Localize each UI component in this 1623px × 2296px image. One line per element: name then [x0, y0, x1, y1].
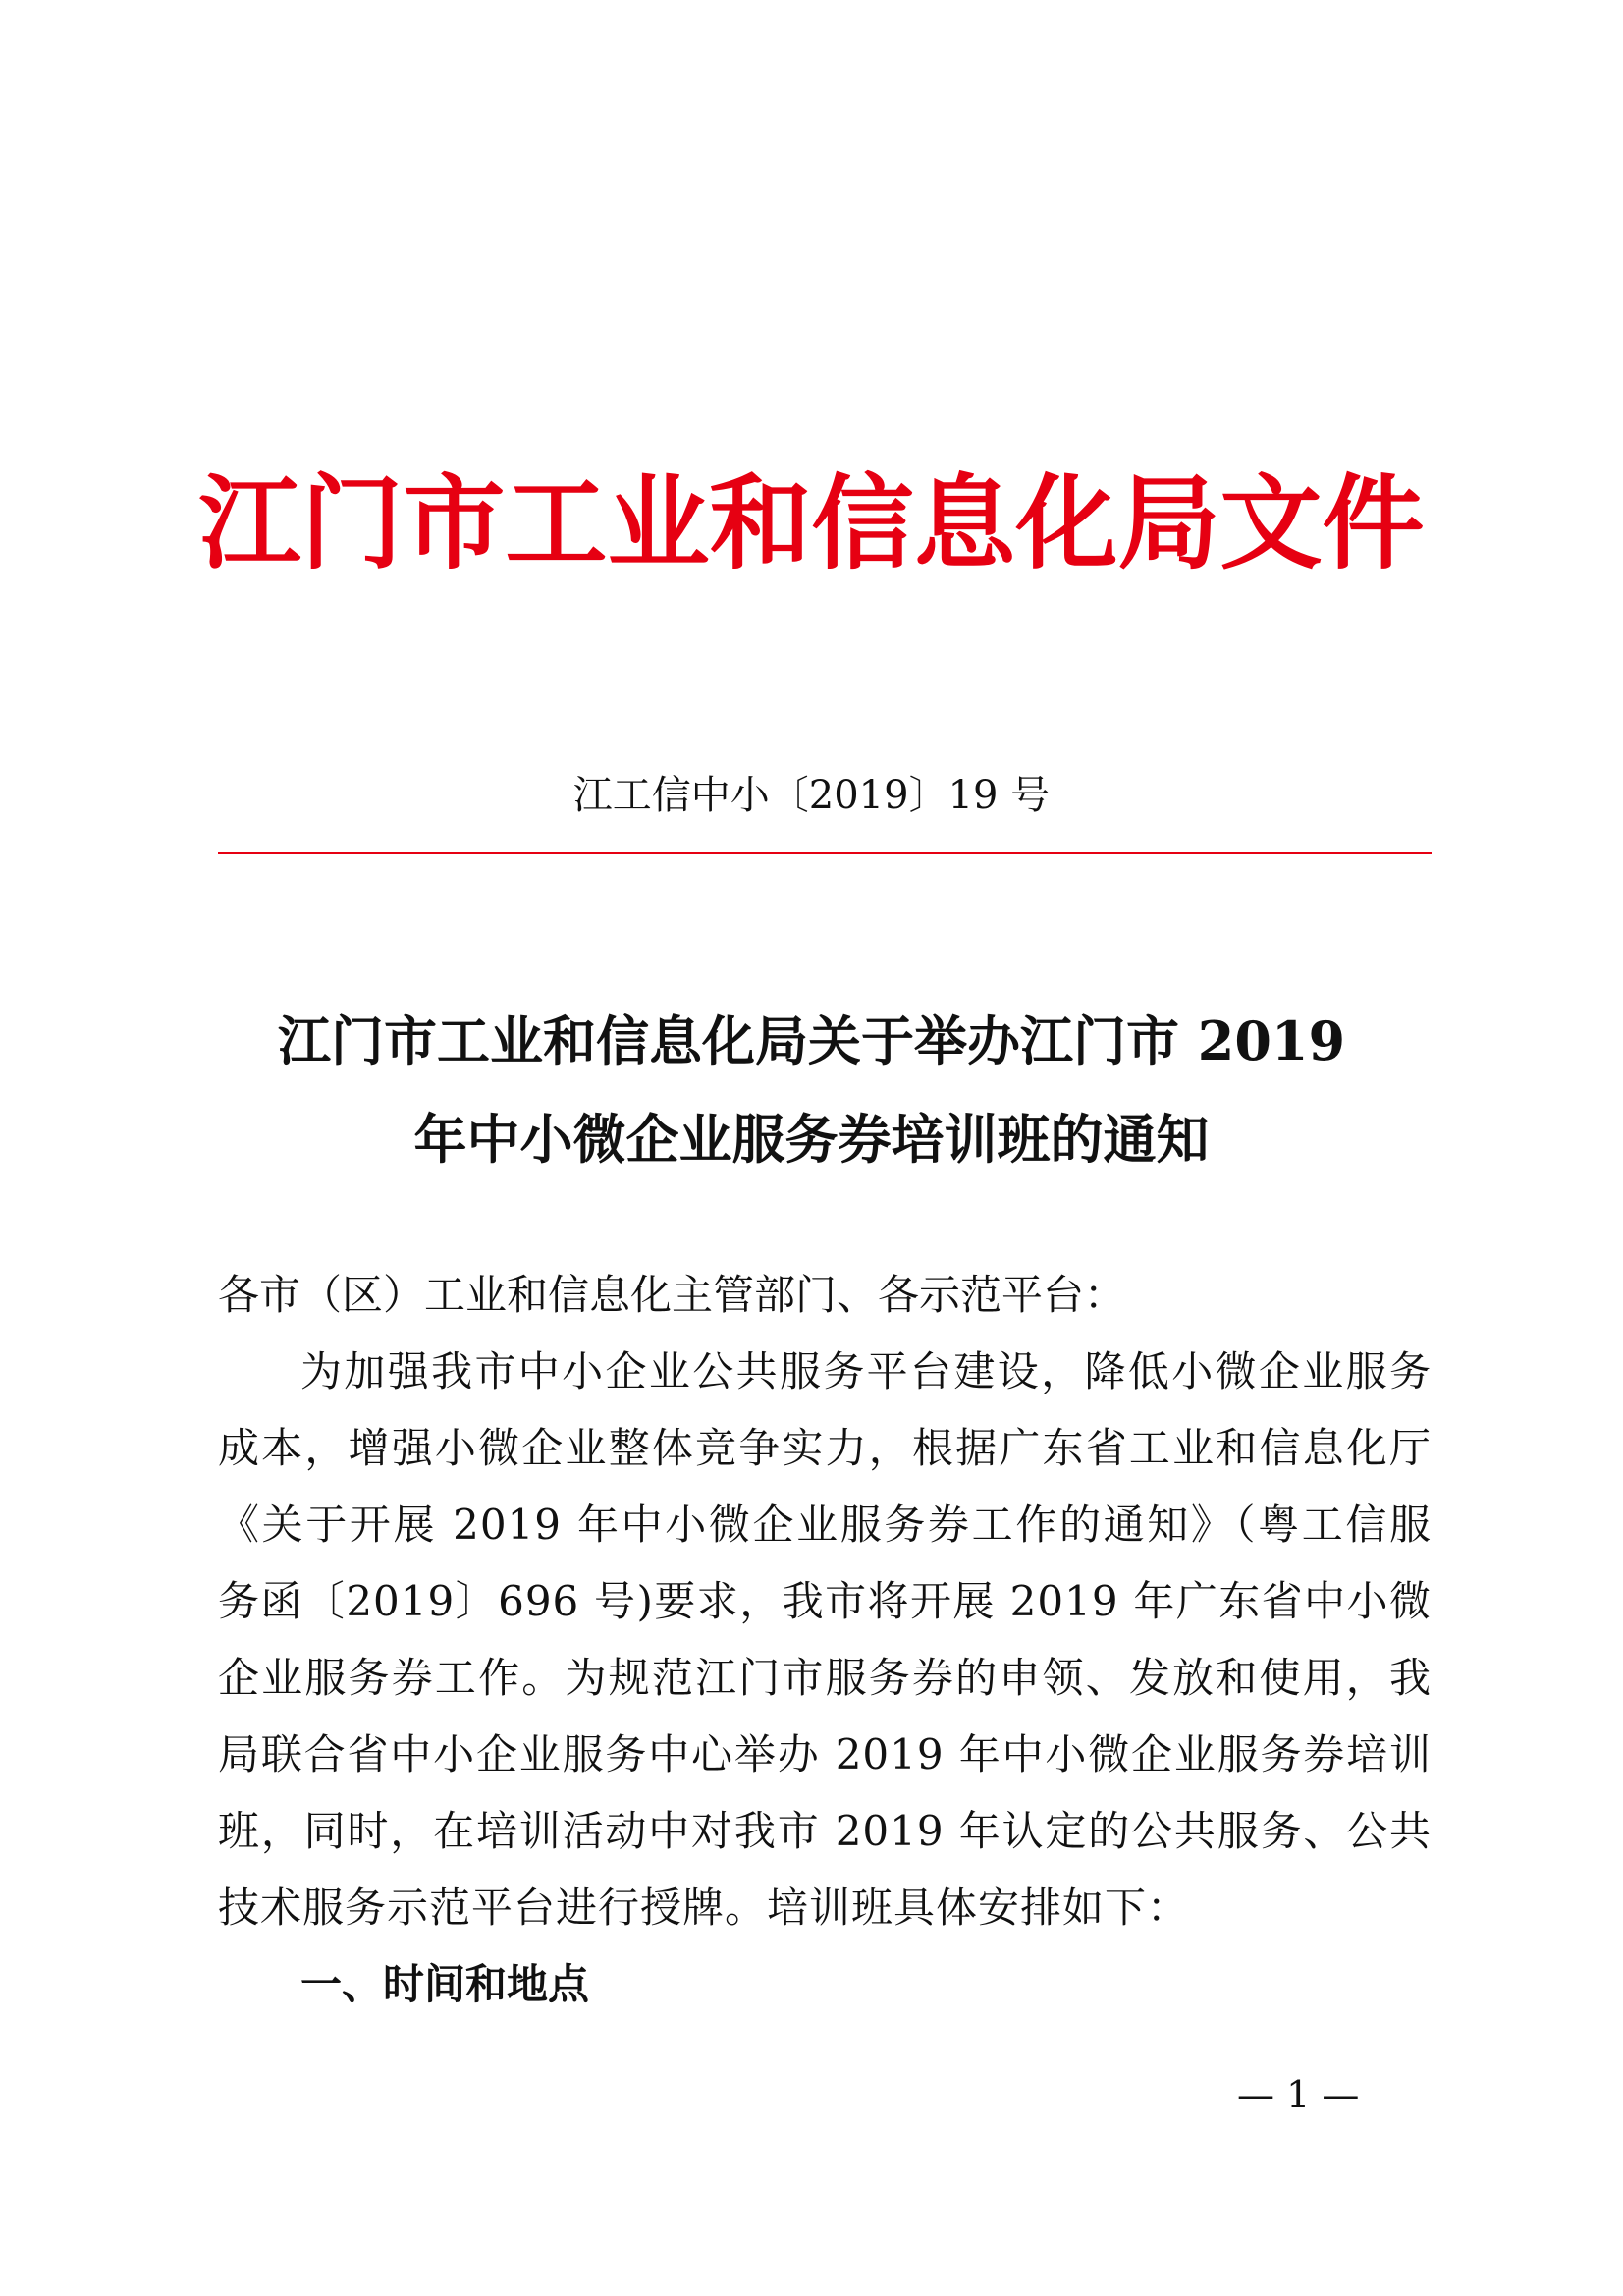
notice-title-line-2: 年中小微企业服务券培训班的通知	[413, 1108, 1210, 1171]
body-text	[218, 1257, 1432, 2023]
body-paragraph: 为加强我市中小企业公共服务平台建设，降低小微企业服务成本，增强小微企业整体竞争实力，根据广东省工业和信息化厅《关于开展 2019 年中小微企业服务券工作的通知》（粤工信服务函〔2019〕696 号)要求，我市将开展 2019 年广东省中小微企业服务券工作。为规范江门市服务券的申领、发放和使用，我局联合省中小企业服务中心举办 2019 年中小微企业服务券培训班，同时，在培训活动中对我市 2019 年认定的公共服务、公共技术服务示范平台进行授牌。培训班具体安排如下：	[218, 1347, 1432, 1932]
salutation: 各市（区）工业和信息化主管部门、各示范平台：	[218, 1271, 1126, 1319]
page-number: — 1 —	[1237, 2073, 1360, 2116]
notice-title-line-1: 江门市工业和信息化局关于举办江门市 2019	[277, 1010, 1346, 1072]
masthead-title: 江门市工业和信息化局文件	[198, 463, 1425, 583]
notice-title	[147, 992, 1476, 1188]
section-heading: 一、时间和地点	[300, 1960, 590, 2008]
red-divider-line	[218, 852, 1432, 854]
document-number: 江工信中小〔2019〕19 号	[572, 773, 1051, 818]
